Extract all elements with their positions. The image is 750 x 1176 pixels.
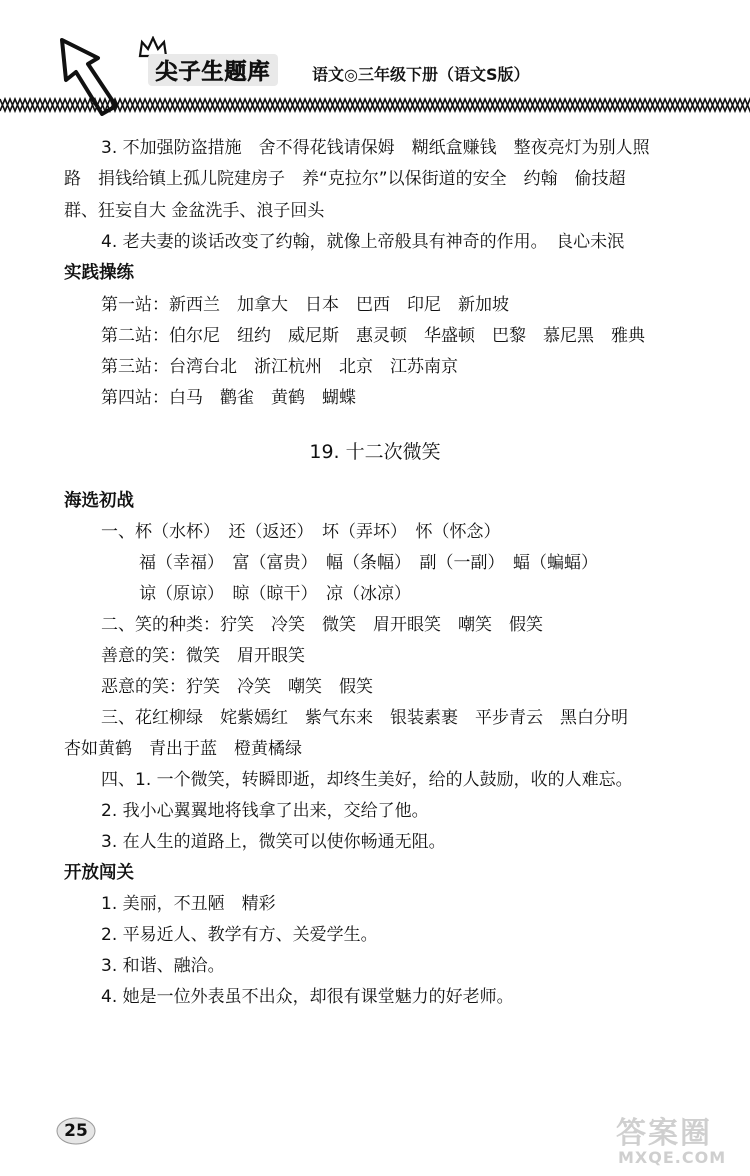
- text-line: 2. 平易近人、教学有方、关爱学生。: [101, 925, 378, 945]
- text-line: 三、花红柳绿 姹紫嫣红 紫气东来 银装素裹 平步青云 黑白分明: [101, 708, 628, 728]
- text-line: 4. 她是一位外表虽不出众，却很有课堂魅力的好老师。: [101, 987, 514, 1007]
- watermark: [610, 1108, 742, 1172]
- text-line: 第一站：新西兰 加拿大 日本 巴西 印尼 新加坡: [101, 295, 509, 315]
- text-line: 路 捐钱给镇上孤儿院建房子 养“克拉尔”以保街道的安全 约翰 偷技超: [64, 169, 626, 189]
- section-heading-round1: 海选初战: [64, 491, 134, 511]
- text-line: 4. 老夫妻的谈话改变了约翰，就像上帝般具有神奇的作用。 良心未泯: [101, 232, 625, 252]
- page-number-badge: [56, 1116, 96, 1146]
- text-line: 第四站：白马 鹳雀 黄鹤 蝴蝶: [101, 388, 356, 408]
- text-line: 二、笑的种类：狞笑 冷笑 微笑 眉开眼笑 嘲笑 假笑: [101, 615, 543, 635]
- section-heading-practice: 实践操练: [64, 263, 134, 283]
- text-line: 第三站：台湾台北 浙江杭州 北京 江苏南京: [101, 357, 458, 377]
- section-heading-open: 开放闯关: [64, 863, 134, 883]
- text-line: 1. 美丽，不丑陋 精彩: [101, 894, 276, 914]
- text-line: 四、1. 一个微笑，转瞬即逝，却终生美好，给的人鼓励，收的人难忘。: [101, 770, 633, 790]
- page-number: 25: [64, 1121, 88, 1141]
- page-header: [0, 0, 750, 120]
- text-line: 3. 不加强防盗措施 舍不得花钱请保姆 糊纸盒赚钱 整夜亮灯为别人照: [101, 138, 650, 158]
- text-line: 第二站：伯尔尼 纽约 威尼斯 惠灵顿 华盛顿 巴黎 慕尼黑 雅典: [101, 326, 645, 346]
- text-line: 2. 我小心翼翼地将钱拿了出来，交给了他。: [101, 801, 429, 821]
- text-line: 群、狂妄自大 金盆洗手、浪子回头: [64, 201, 325, 221]
- text-line: 3. 在人生的道路上，微笑可以使你畅通无阻。: [101, 832, 446, 852]
- watermark-url: MXQE.COM: [618, 1148, 727, 1167]
- text-line: 福（幸福） 富（富贵） 幅（条幅） 副（一副） 蝠（蝙蝠）: [139, 553, 598, 573]
- lesson-title: 19. 十二次微笑: [309, 441, 441, 463]
- text-line: 善意的笑：微笑 眉开眼笑: [101, 646, 305, 666]
- text-line: 谅（原谅） 晾（晾干） 凉（冰凉）: [139, 584, 411, 604]
- book-subtitle: 语文◎三年级下册（语文S版）: [312, 65, 530, 84]
- brand-logo-text: 尖子生题库: [148, 54, 278, 86]
- text-line: 恶意的笑：狞笑 冷笑 嘲笑 假笑: [101, 677, 373, 697]
- text-line: 3. 和谐、融洽。: [101, 956, 225, 976]
- watermark-title: 答案圈: [616, 1116, 712, 1151]
- text-line: 杏如黄鹤 青出于蓝 橙黄橘绿: [64, 739, 302, 759]
- text-line: 一、杯（水杯） 还（返还） 坏（弄坏） 怀（怀念）: [101, 522, 501, 542]
- zigzag-divider: [0, 96, 750, 114]
